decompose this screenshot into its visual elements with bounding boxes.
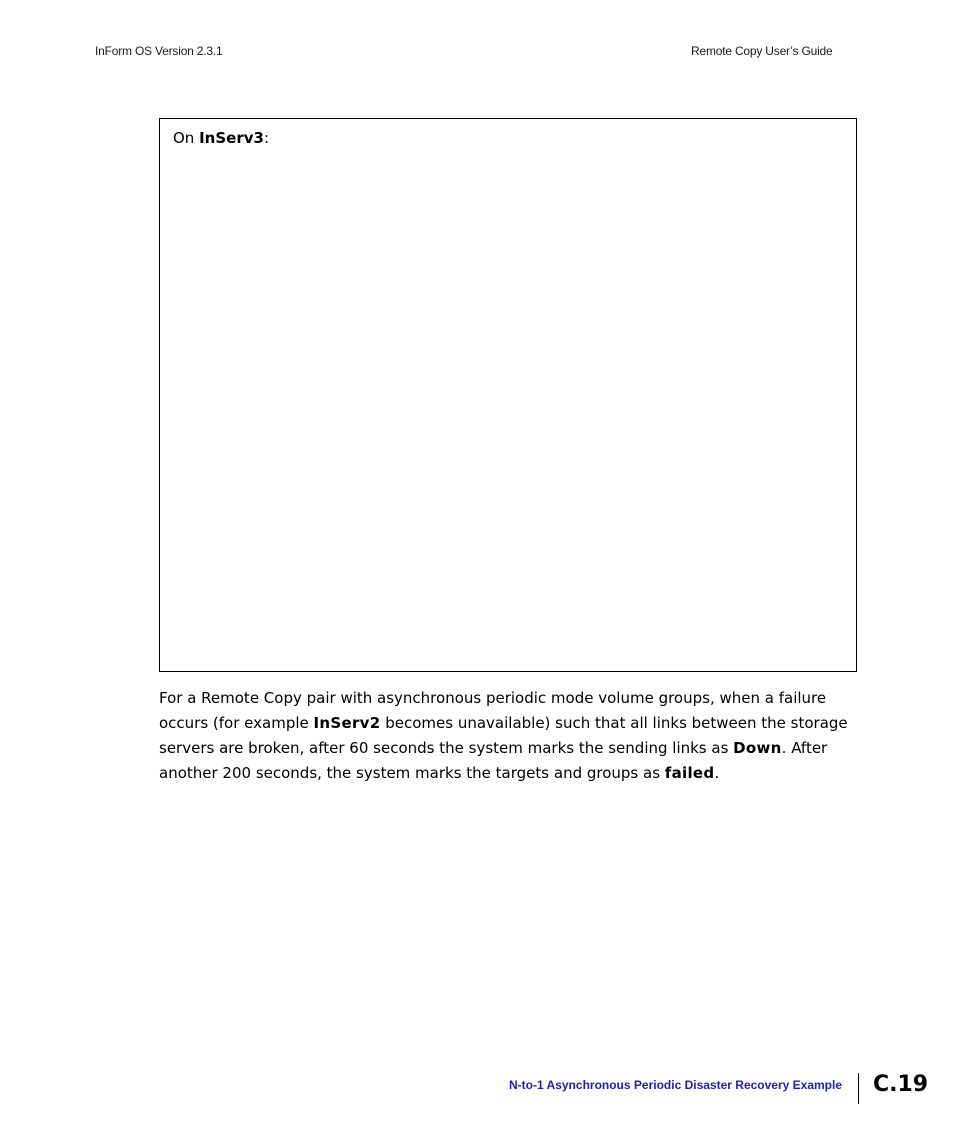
para-text-4: . <box>714 764 720 782</box>
para-bold-inserv2: InServ2 <box>313 714 381 732</box>
para-bold-failed: failed <box>664 764 715 782</box>
running-header-left: InForm OS Version 2.3.1 <box>95 44 223 58</box>
para-text-2: becomes unavailable) such that all links between the storage servers are broken, after 60 seconds the system marks the sending links as <box>159 714 848 757</box>
label-system: InServ3 <box>199 129 264 147</box>
page-number: C.19 <box>873 1072 929 1097</box>
para-text-1: For a Remote Copy pair with asynchronous periodic mode volume groups, when a failure occurs (for example <box>159 689 827 732</box>
command-output-box <box>159 118 857 672</box>
para-text-3: . After another 200 seconds, the system marks the targets and groups as <box>159 739 828 782</box>
running-header-right: Remote Copy User’s Guide <box>691 44 833 58</box>
footer-divider <box>858 1073 859 1104</box>
command-box-label <box>173 129 269 147</box>
para-bold-down: Down <box>733 739 782 757</box>
footer-section-title: N-to-1 Asynchronous Periodic Disaster Recovery Example <box>509 1078 842 1092</box>
label-suffix: : <box>263 129 270 147</box>
body-paragraph <box>159 686 859 786</box>
label-prefix: On <box>173 129 200 147</box>
